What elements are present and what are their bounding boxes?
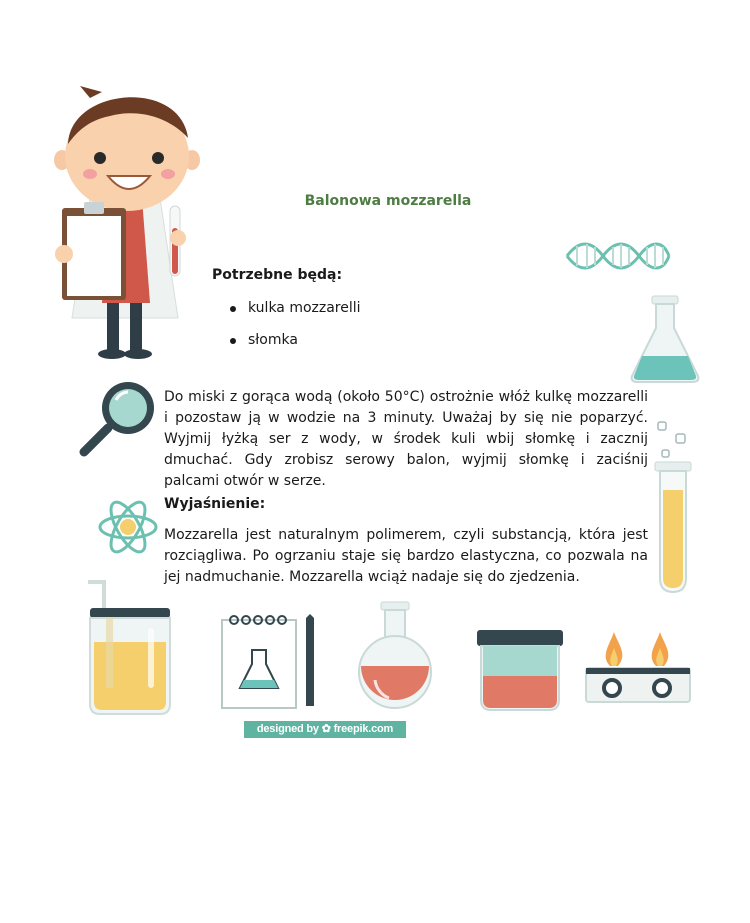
list-item: słomka (230, 330, 361, 362)
magnifier-icon (78, 378, 160, 458)
jar-icon (82, 578, 176, 720)
round-flask-icon (355, 600, 435, 712)
page-title: Balonowa mozzarella (304, 193, 472, 209)
test-tube-icon (653, 460, 693, 596)
scientist-illustration (50, 78, 200, 363)
needs-heading: Potrzebne będą: (212, 267, 343, 283)
flask-icon (628, 294, 702, 384)
atom-icon (96, 495, 160, 559)
list-item: kulka mozzarelli (230, 298, 361, 330)
bubbles-icon (656, 420, 690, 464)
freepik-credit[interactable]: designed by ✿ freepik.com (244, 721, 406, 738)
dna-icon (565, 238, 671, 274)
explanation-heading: Wyjaśnienie: (164, 496, 266, 512)
bowl-icon (475, 628, 565, 714)
notepad-icon (220, 614, 320, 710)
instructions-paragraph: Do miski z gorąca wodą (około 50°C) ostrożnie włóż kulkę mozzarelli i pozostaw ją w wodzie na 3 minuty. Uważaj by się nie poparzyć. Wyjmij łyżką ser z wody, w środek kuli wbij słomkę i zacznij dmuchać. Gdy zrobisz serowy balon, wyjmij słomkę i zaciśnij palcami otwór w serze. (164, 389, 648, 489)
needs-list (230, 298, 361, 362)
burner-icon (584, 630, 692, 706)
explanation-paragraph: Mozzarella jest naturalnym polimerem, czyli substancją, która jest rozciągliwa. Po ogrzaniu staje się bardzo elastyczna, co pozwala na jej nadmuchanie. Mozzarella wciąż nadaje się do zjedzenia. (164, 527, 648, 585)
